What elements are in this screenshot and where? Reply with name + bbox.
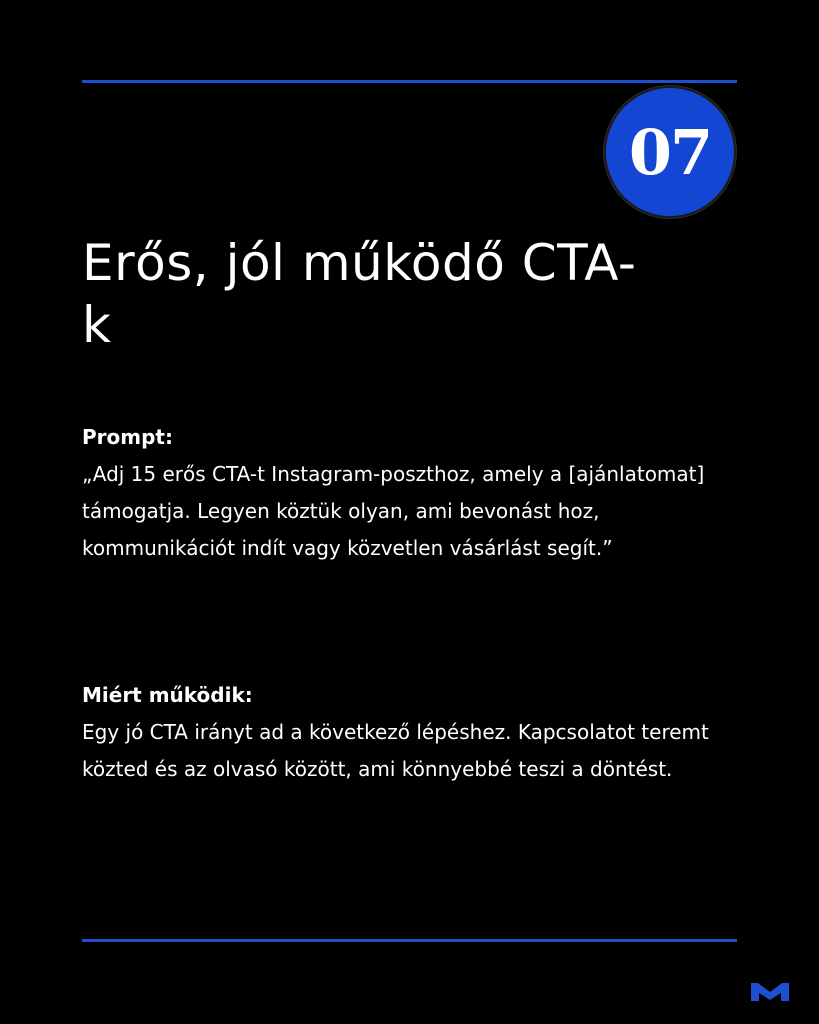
why-text: Egy jó CTA irányt ad a következő lépéshez. Kapcsolatot teremt közted és az olvasó között, ami könnyebbé teszi a döntést.: [82, 720, 709, 781]
step-number-badge: [604, 86, 736, 218]
prompt-label: Prompt:: [82, 425, 173, 449]
prompt-text: „Adj 15 erős CTA-t Instagram-poszthoz, amely a [ajánlatomat] támogatja. Legyen köztük olyan, ami bevonást hoz, kommunikációt indít vagy közvetlen vásárlást segít.”: [82, 462, 705, 560]
why-label: Miért működik:: [82, 683, 253, 707]
prompt-section: [82, 419, 742, 567]
page-title: Erős, jól működő CTA-k: [82, 234, 637, 354]
bottom-divider: [82, 939, 737, 942]
why-section: [82, 677, 742, 788]
step-number: 07: [628, 116, 712, 189]
top-divider: [82, 80, 737, 83]
brand-m-logo-icon: [751, 981, 789, 1001]
